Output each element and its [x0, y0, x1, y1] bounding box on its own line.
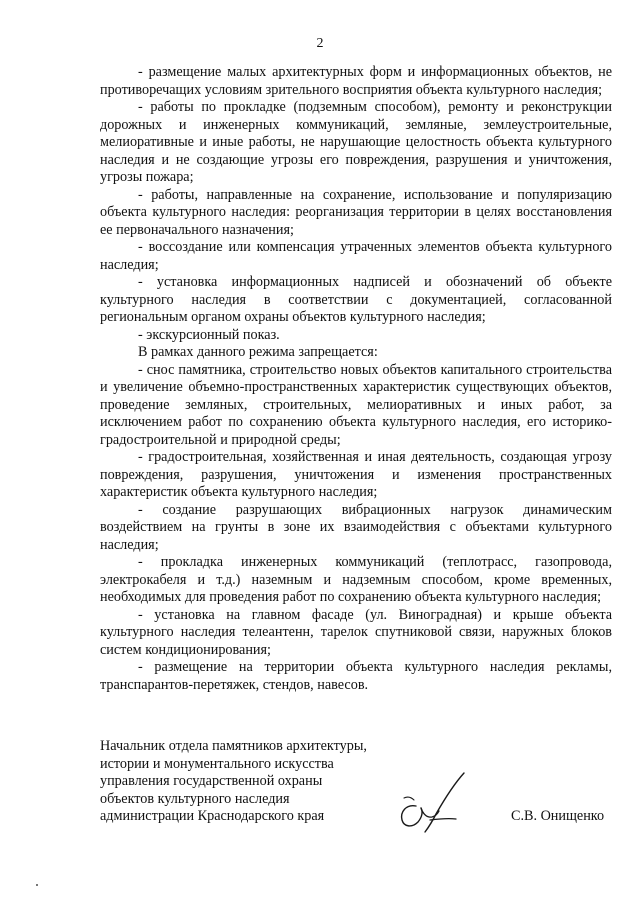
paragraph: - установка информационных надписей и обозначений об объекте культурного наследия в соответствии с документацией, согласованной региональным органом охраны объектов культурного наследия;: [100, 274, 612, 325]
paragraph: - прокладка инженерных коммуникаций (теплотрасс, газопровода, электрокабеля и т.д.) наземным и надземным способом, кроме временных, необходимых для проведения работ по сохранению объекта культурного наследия;: [100, 554, 612, 605]
document-body: [100, 64, 612, 694]
position-line: администрации Краснодарского края: [100, 808, 325, 824]
paragraph: - работы по прокладке (подземным способом), ремонту и реконструкции дорожных и инженерных коммуникаций, земляные, землеустроительные, мелиоративные и иные работы, не нарушающие целостность объекта культурного наследия и не создающие угрозы его повреждения, разрушения и уничтожения, угрозы пожара;: [100, 99, 612, 185]
paragraph: - экскурсионный показ.: [138, 326, 280, 343]
position-line: истории и монументального искусства: [100, 755, 334, 772]
paragraph: - установка на главном фасаде (ул. Виноградная) и крыше объекта культурного наследия телеантенн, тарелок спутниковой связи, наружных блоков систем кондиционирования;: [100, 606, 612, 658]
signer-name: С.В. Онищенко: [511, 808, 605, 824]
paragraph: - размещение на территории объекта культурного наследия рекламы, транспарантов-перетяжек, стендов, навесов.: [100, 659, 612, 693]
paragraph: - воссоздание или компенсация утраченных элементов объекта культурного наследия;: [100, 239, 612, 273]
paragraph: - работы, направленные на сохранение, использование и популяризацию объекта культурного наследия: реорганизация территории в целях восстановления ее первоначального назначения;: [100, 186, 612, 238]
prohibitions-heading: В рамках данного режима запрещается:: [138, 344, 378, 360]
position-line: объектов культурного наследия: [100, 790, 290, 807]
position-line: Начальник отдела памятников архитектуры,: [100, 738, 367, 754]
paragraph: - создание разрушающих вибрационных нагрузок динамическим воздействием на грунты в зоне их взаимодействия с объектами культурного наследия;: [100, 501, 612, 553]
paragraph: - снос памятника, строительство новых объектов капитального строительства и увеличение объемно-пространственных характеристик существующих объектов, проведение земляных, строительных, мелиоративных и иных работ, за исключением работ по сохранению объекта культурного наследия, его историко-градостроительной и природной среды;: [100, 361, 612, 448]
scan-speck: [36, 884, 38, 886]
paragraph: - градостроительная, хозяйственная и иная деятельность, создающая угрозу повреждения, разрушения, уничтожения и изменения пространственных характеристик объекта культурного наследия;: [100, 449, 612, 500]
paragraph: - размещение малых архитектурных форм и информационных объектов, не противоречащих условиям зрительного восприятия объекта культурного наследия;: [100, 64, 612, 98]
handwritten-signature: [392, 770, 470, 836]
page-number: 2: [316, 36, 324, 51]
position-line: управления государственной охраны: [100, 773, 323, 789]
signatory-position: [100, 738, 367, 826]
